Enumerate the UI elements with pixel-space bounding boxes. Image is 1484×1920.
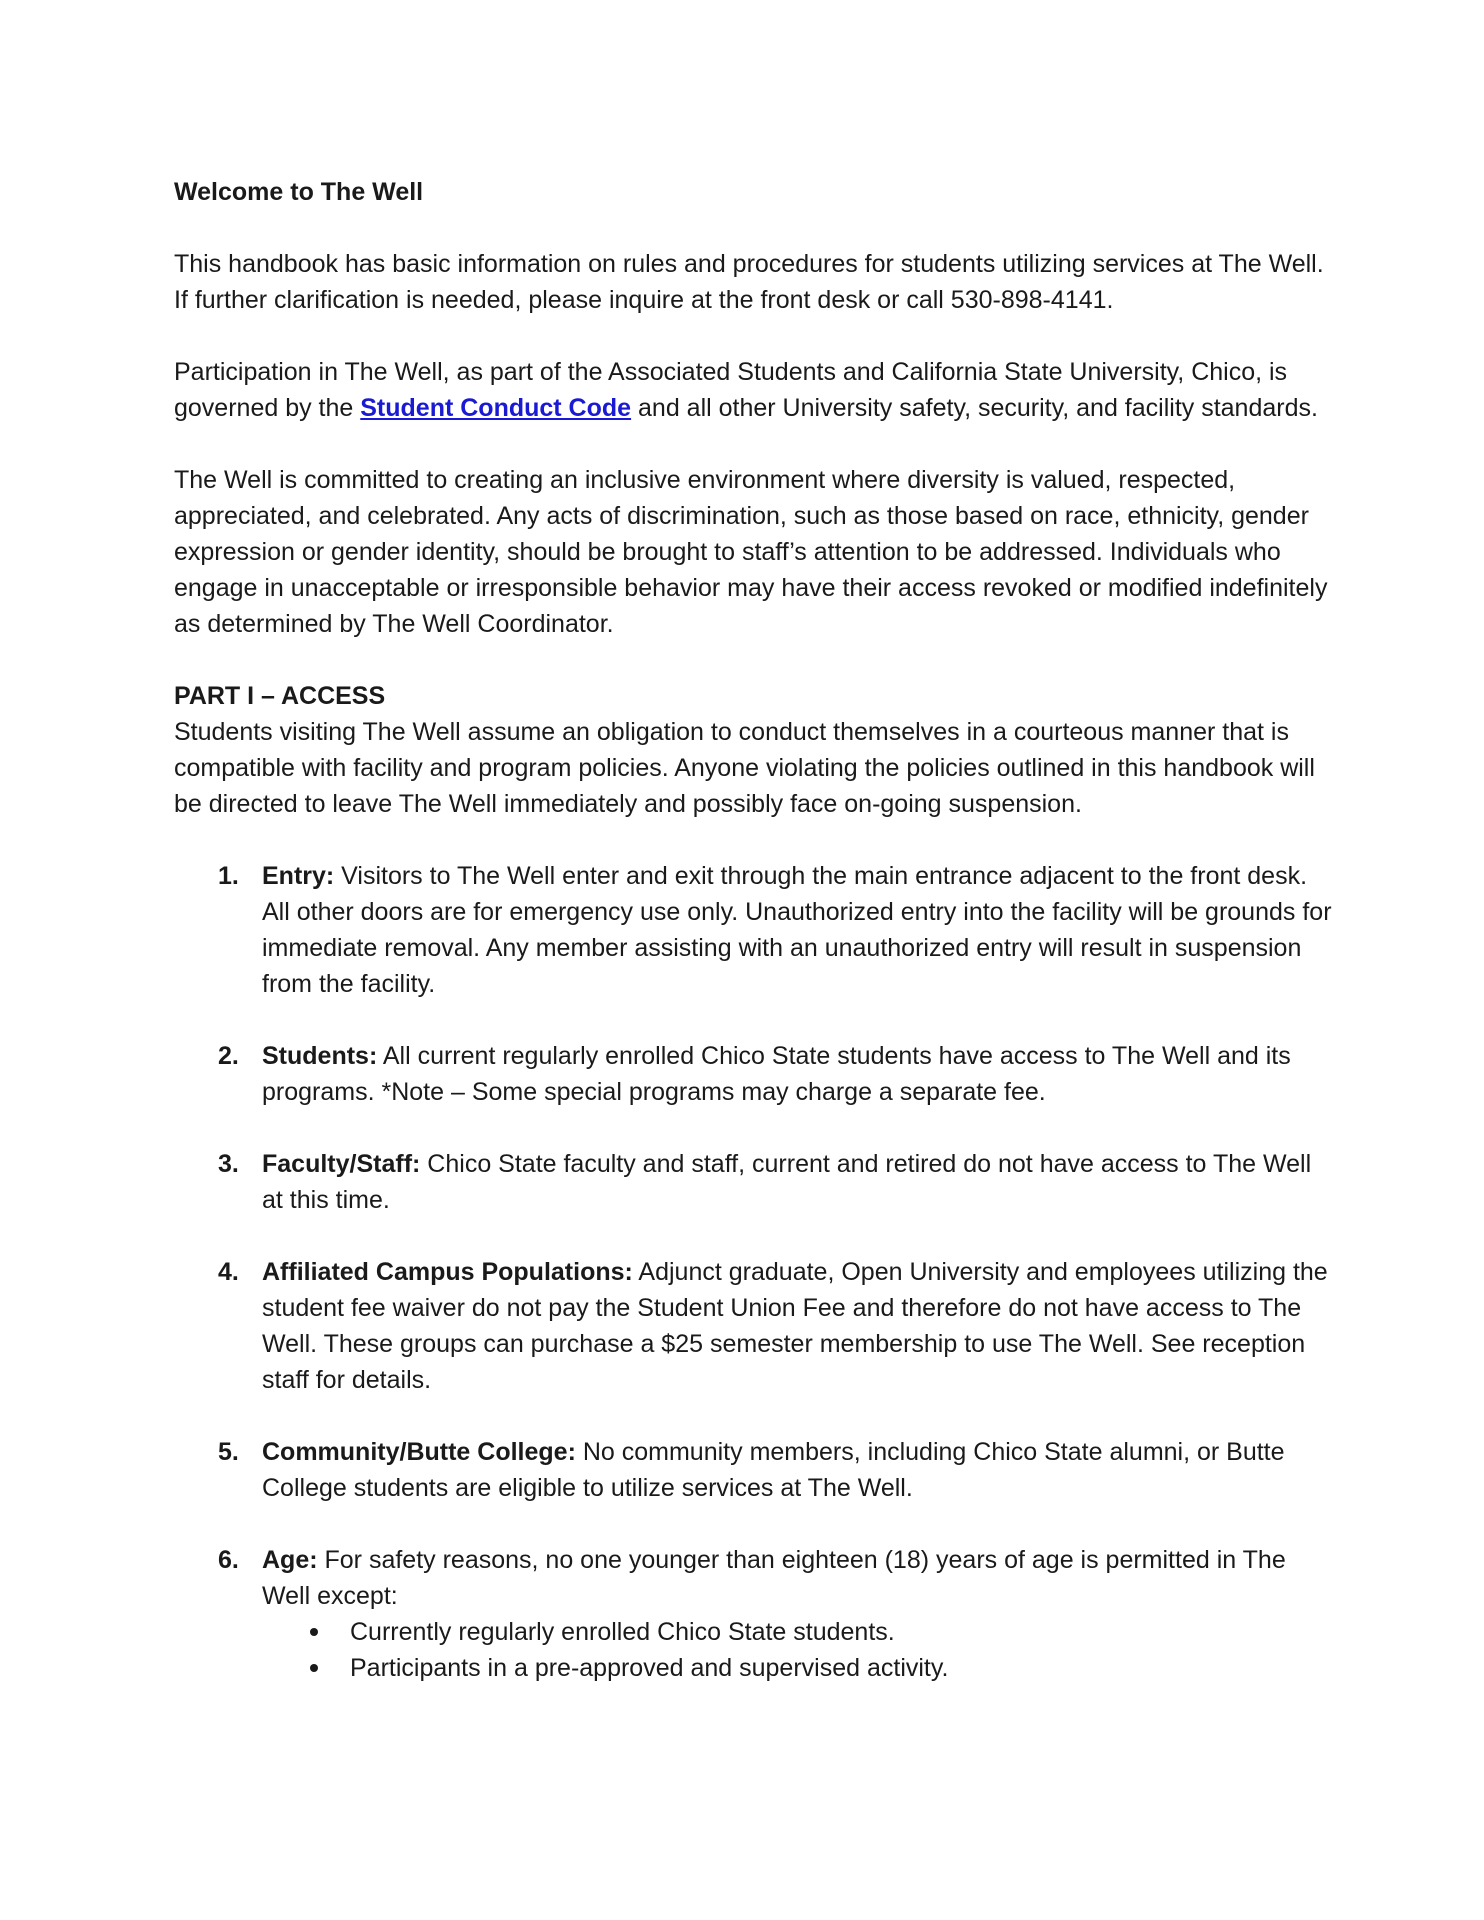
- item-term: Age:: [262, 1546, 318, 1574]
- age-exceptions-list: [262, 1614, 1334, 1686]
- item-number: 1.: [218, 862, 239, 890]
- item-number: 4.: [218, 1258, 239, 1286]
- item-text: Visitors to The Well enter and exit through the main entrance adjacent to the front desk. All other doors are for emergency use only. Unauthorized entry into the facility will be grounds for immediate removal. Any member assisting with an unauthorized entry will result in suspension from the facility.: [262, 862, 1332, 998]
- policy-item-affiliated-campus: [174, 1254, 1334, 1398]
- item-term: Faculty/Staff:: [262, 1150, 421, 1178]
- policy-item-students: [174, 1038, 1334, 1110]
- item-text: All current regularly enrolled Chico State students have access to The Well and its programs. *Note – Some special programs may charge a separate fee.: [262, 1042, 1291, 1106]
- item-number: 2.: [218, 1042, 239, 1070]
- policy-item-entry: [174, 858, 1334, 1002]
- item-text: No community members, including Chico State alumni, or Butte College students are eligible to utilize services at The Well.: [262, 1438, 1285, 1502]
- item-text: Chico State faculty and staff, current and retired do not have access to The Well at this time.: [262, 1150, 1312, 1214]
- policy-item-age: [174, 1542, 1334, 1686]
- policy-item-faculty-staff: [174, 1146, 1334, 1218]
- inclusion-paragraph: The Well is committed to creating an inclusive environment where diversity is valued, respected, appreciated, and celebrated. Any acts of discrimination, such as those based on race, ethnicity, gender expression or gender identity, should be brought to staff’s attention to be addressed. Individuals who engage in unacceptable or irresponsible behavior may have their access revoked or modified indefinitely as determined by The Well Coordinator.: [174, 466, 1328, 638]
- bullet-text: Currently regularly enrolled Chico State students.: [350, 1618, 895, 1646]
- access-policy-list: [174, 858, 1334, 1686]
- participation-paragraph: [174, 354, 1334, 426]
- bullet-icon: [310, 1628, 318, 1636]
- item-term: Entry:: [262, 862, 335, 890]
- item-text: Adjunct graduate, Open University and employees utilizing the student fee waiver do not pay the Student Union Fee and therefore do not have access to The Well. These groups can purchase a $25 semester membership to use The Well. See reception staff for details.: [262, 1258, 1328, 1394]
- participation-text-before: Participation in The Well, as part of the Associated Students and California State University, Chico, is governed by the: [174, 358, 1288, 422]
- item-term: Community/Butte College:: [262, 1438, 576, 1466]
- item-text: For safety reasons, no one younger than eighteen (18) years of age is permitted in The Well except:: [262, 1546, 1286, 1610]
- item-term: Students:: [262, 1042, 378, 1070]
- item-term: Affiliated Campus Populations:: [262, 1258, 633, 1286]
- part1-paragraph: Students visiting The Well assume an obligation to conduct themselves in a courteous manner that is compatible with facility and program policies. Anyone violating the policies outlined in this handbook will be directed to leave The Well immediately and possibly face on-going suspension.: [174, 718, 1315, 818]
- list-item: [262, 1650, 1334, 1686]
- bullet-text: Participants in a pre-approved and supervised activity.: [350, 1654, 949, 1682]
- policy-item-community-butte: [174, 1434, 1334, 1506]
- item-number: 5.: [218, 1438, 239, 1466]
- student-conduct-code-link[interactable]: Student Conduct Code: [360, 394, 632, 422]
- intro-paragraph: This handbook has basic information on rules and procedures for students utilizing services at The Well. If further clarification is needed, please inquire at the front desk or call 530-898-4141.: [174, 250, 1324, 314]
- handbook-page: [174, 174, 1334, 1686]
- bullet-icon: [310, 1664, 318, 1672]
- list-item: [262, 1614, 1334, 1650]
- part1-heading: PART I – ACCESS: [174, 682, 386, 710]
- item-number: 6.: [218, 1546, 239, 1574]
- item-number: 3.: [218, 1150, 239, 1178]
- page-title: Welcome to The Well: [174, 178, 424, 206]
- participation-text-after: and all other University safety, security, and facility standards.: [631, 394, 1318, 422]
